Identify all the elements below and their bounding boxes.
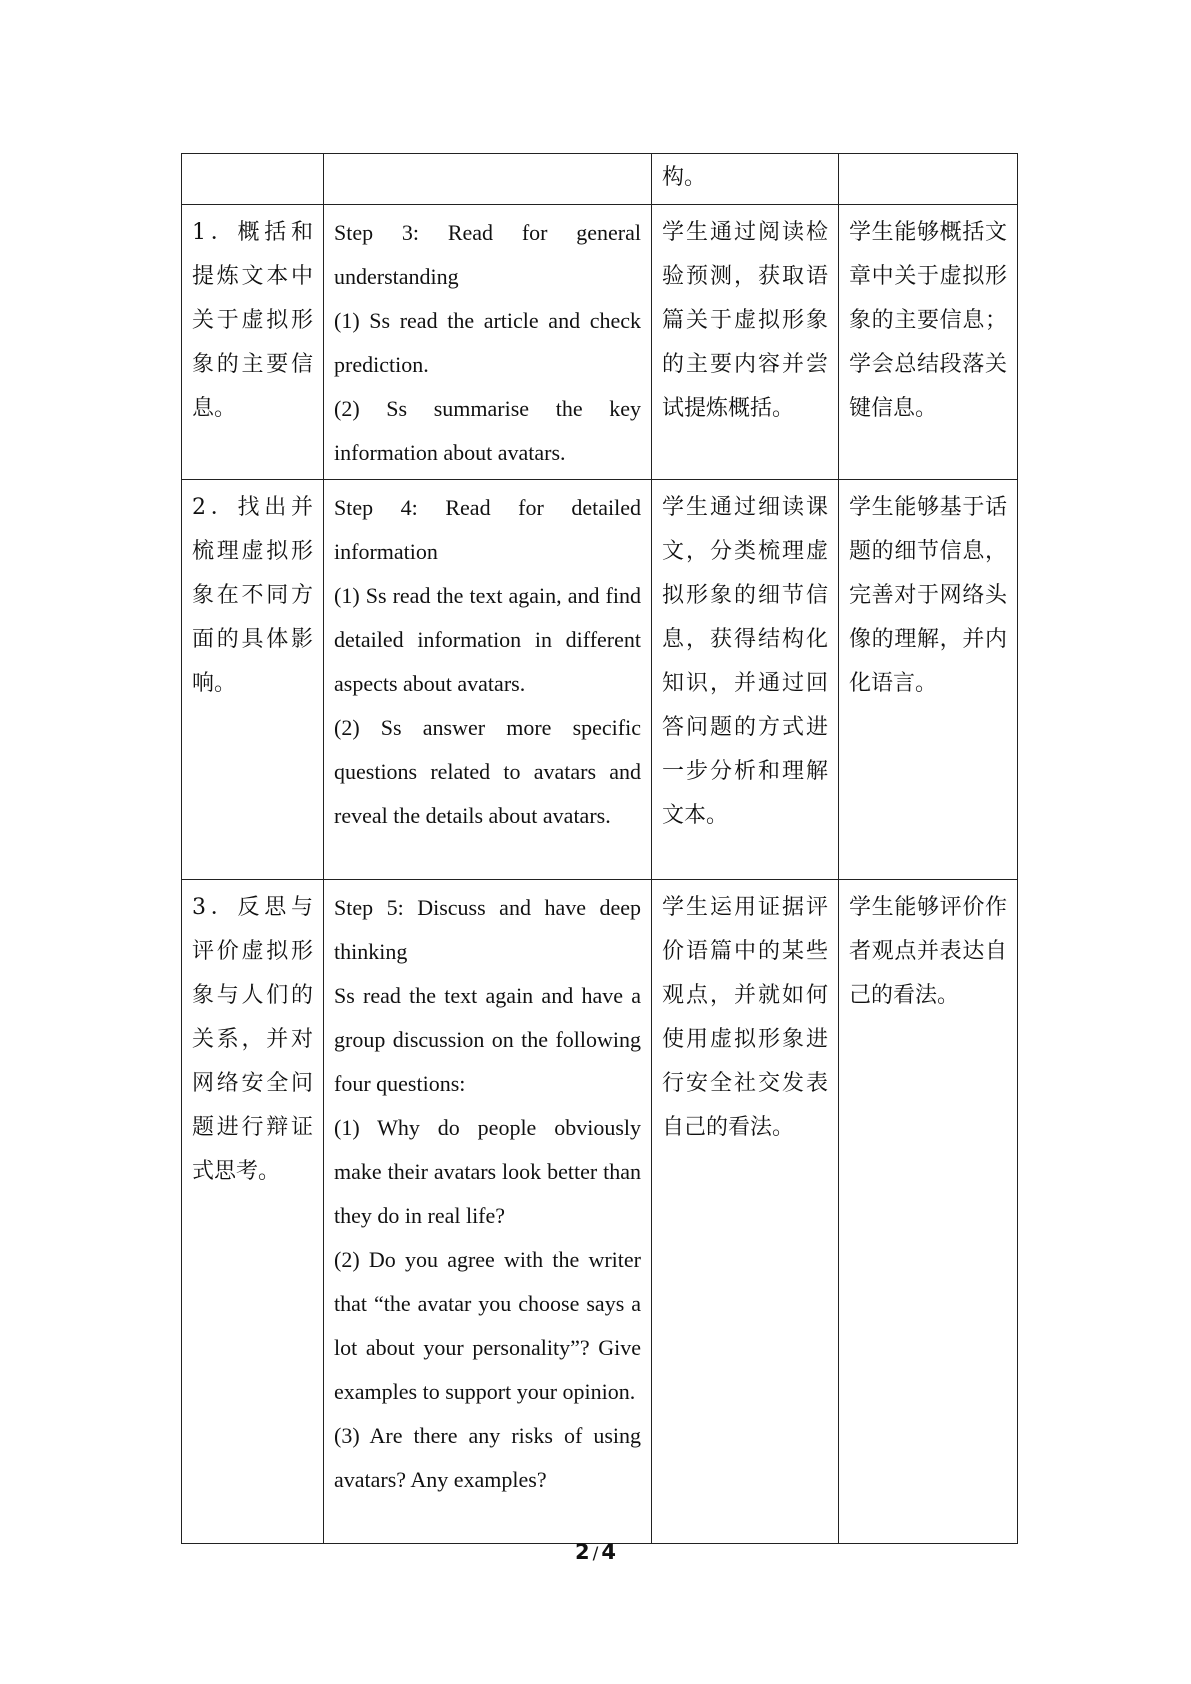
table-row: [182, 880, 1018, 1544]
activity-cell: [324, 480, 652, 880]
activity-step-title: Step 4: Read for detailed information: [334, 495, 641, 564]
page-separator: /: [592, 1544, 599, 1564]
objective-cell: 3．反思与评价虚拟形象与人们的关系，并对网络安全问题进行辩证式思考。: [182, 880, 324, 1544]
activity-item: (2) Do you agree with the writer that “the avatar you choose says a lot about your personality”? Give examples to support your opinion.: [334, 1247, 641, 1404]
effect-cell: 学生能够评价作者观点并表达自己的看法。: [839, 880, 1018, 1544]
effect-cell: 学生能够基于话题的细节信息，完善对于网络头像的理解，并内化语言。: [839, 480, 1018, 880]
table-row: [182, 480, 1018, 880]
page-total: 4: [601, 1540, 616, 1564]
effect-cell: 学生能够概括文章中关于虚拟形象的主要信息；学会总结段落关键信息。: [839, 205, 1018, 480]
activity-item: Ss read the text again and have a group discussion on the following four questions:: [334, 983, 641, 1096]
activity-item: (2) Ss summarise the key information about avatars.: [334, 396, 641, 465]
page-current: 2: [575, 1540, 590, 1564]
activity-step-title: Step 3: Read for general understanding: [334, 220, 641, 289]
activity-item: (3) Are there any risks of using avatars? Any examples?: [334, 1423, 641, 1492]
intent-cell: 学生通过细读课文，分类梳理虚拟形象的细节信息，获得结构化知识，并通过回答问题的方式进一步分析和理解文本。: [652, 480, 839, 880]
activity-cell: [324, 154, 652, 205]
lesson-plan-table: [181, 153, 1018, 1544]
table-row: [182, 205, 1018, 480]
objective-cell: 1．概括和提炼文本中关于虚拟形象的主要信息。: [182, 205, 324, 480]
intent-cell: 学生运用证据评价语篇中的某些观点，并就如何使用虚拟形象进行安全社交发表自己的看法。: [652, 880, 839, 1544]
effect-cell: [839, 154, 1018, 205]
table-row: [182, 154, 1018, 205]
activity-item: (1) Ss read the text again, and find detailed information in different aspects about avatars.: [334, 583, 641, 696]
page-number: [0, 1540, 1191, 1564]
objective-cell: [182, 154, 324, 205]
activity-cell: [324, 205, 652, 480]
activity-cell: [324, 880, 652, 1544]
intent-cell: 学生通过阅读检验预测，获取语篇关于虚拟形象的主要内容并尝试提炼概括。: [652, 205, 839, 480]
activity-item: (2) Ss answer more specific questions related to avatars and reveal the details about avatars.: [334, 715, 641, 828]
activity-item: (1) Ss read the article and check prediction.: [334, 308, 641, 377]
intent-cell: 构。: [652, 154, 839, 205]
objective-cell: 2．找出并梳理虚拟形象在不同方面的具体影响。: [182, 480, 324, 880]
activity-item: (1) Why do people obviously make their avatars look better than they do in real life?: [334, 1115, 641, 1228]
activity-step-title: Step 5: Discuss and have deep thinking: [334, 895, 641, 964]
